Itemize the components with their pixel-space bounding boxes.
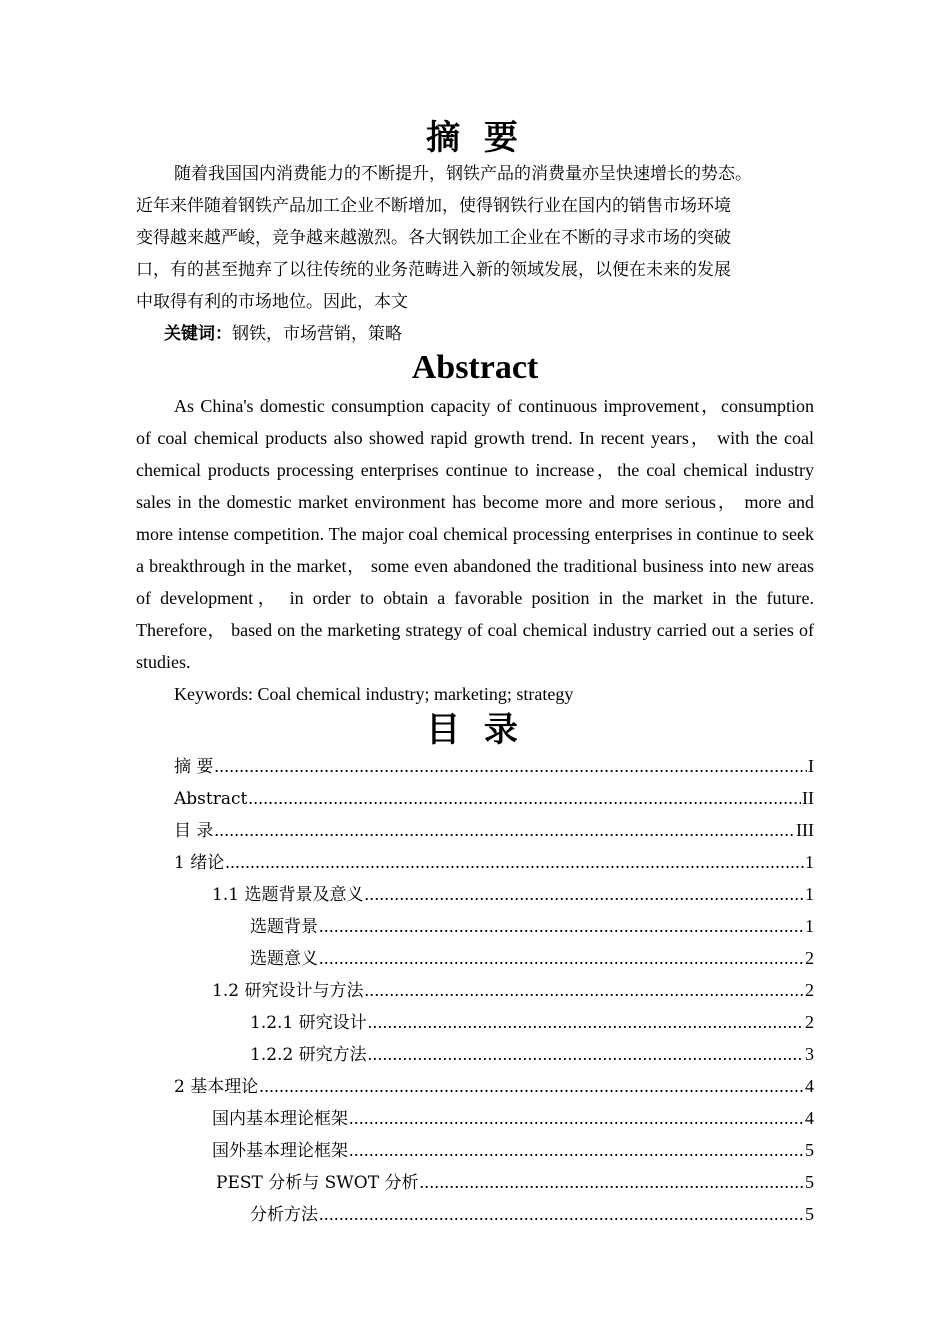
toc-entry-label: 1.2.2 研究方法 — [250, 1045, 367, 1065]
toc-leader-dots — [225, 846, 804, 878]
toc-title: 目 录 — [426, 710, 524, 750]
toc-entry-page: 1 — [805, 916, 814, 936]
toc-entry[interactable] — [136, 1006, 814, 1038]
toc-leader-dots — [259, 1070, 804, 1102]
toc-entry-page: 1 — [805, 852, 814, 872]
toc-entry-label: 国外基本理论框架 — [212, 1141, 348, 1161]
keywords-zh-text: 钢铁，市场营销，策略 — [232, 324, 402, 344]
toc-leader-dots — [349, 1102, 804, 1134]
toc-leader-dots — [364, 878, 804, 910]
toc-entry-label: PEST 分析与 SWOT 分析 — [216, 1173, 419, 1193]
keywords-zh-label: 关键词： — [164, 324, 232, 344]
toc-entry[interactable] — [136, 1038, 814, 1070]
toc-entry-page: 5 — [805, 1140, 814, 1160]
toc-leader-dots — [368, 1038, 804, 1070]
keywords-zh — [136, 318, 814, 350]
abstract-zh-line: 中取得有利的市场地位。因此，本文 — [136, 292, 408, 312]
toc-entry-page: 4 — [805, 1076, 814, 1096]
toc-entry-label: 2 基本理论 — [174, 1077, 259, 1097]
abstract-zh-line: 近年来伴随着钢铁产品加工企业不断增加，使得钢铁行业在国内的销售市场环境 — [136, 196, 731, 216]
abstract-zh-line: 口，有的甚至抛弃了以往传统的业务范畴进入新的领域发展，以便在未来的发展 — [136, 260, 731, 280]
abstract-zh-line: 随着我国国内消费能力的不断提升，钢铁产品的消费量亦呈快速增长的势态。 — [174, 164, 752, 184]
table-of-contents — [136, 750, 814, 1230]
toc-leader-dots — [319, 910, 804, 942]
toc-entry-label: 1 绪论 — [174, 853, 225, 873]
toc-entry[interactable] — [136, 942, 814, 974]
abstract-zh-title: 摘 要 — [426, 118, 524, 158]
toc-entry-label: 选题背景 — [250, 917, 318, 937]
toc-entry-label: 1.1 选题背景及意义 — [212, 885, 364, 905]
toc-entry-page: 2 — [805, 980, 814, 1000]
toc-leader-dots — [349, 1134, 804, 1166]
toc-entry[interactable] — [136, 1198, 814, 1230]
abstract-en-title: Abstract — [411, 349, 539, 386]
toc-leader-dots — [364, 974, 804, 1006]
toc-entry[interactable] — [136, 750, 814, 782]
toc-entry[interactable] — [136, 846, 814, 878]
toc-entry-page: 2 — [805, 1012, 814, 1032]
toc-entry-label: 1.2.1 研究设计 — [250, 1013, 367, 1033]
toc-entry-page: 2 — [805, 948, 814, 968]
toc-entry[interactable] — [136, 1134, 814, 1166]
toc-entry[interactable] — [136, 910, 814, 942]
toc-entry-page: I — [808, 756, 814, 776]
toc-leader-dots — [214, 750, 807, 782]
toc-leader-dots — [368, 1006, 804, 1038]
toc-entry-page: 4 — [805, 1108, 814, 1128]
toc-entry-page: III — [796, 820, 814, 840]
toc-entry-label: 摘 要 — [174, 757, 214, 777]
abstract-zh-body — [136, 158, 814, 318]
toc-leader-dots — [319, 942, 804, 974]
toc-entry-label: 分析方法 — [250, 1205, 318, 1225]
keywords-en: Keywords: Coal chemical industry; marketing; strategy — [174, 684, 574, 704]
toc-entry[interactable] — [136, 814, 814, 846]
toc-entry-page: 3 — [805, 1044, 814, 1064]
toc-entry[interactable] — [136, 782, 814, 814]
toc-entry[interactable] — [136, 878, 814, 910]
toc-leader-dots — [214, 814, 795, 846]
toc-entry-label: Abstract — [174, 789, 248, 809]
toc-leader-dots — [419, 1166, 804, 1198]
toc-entry-label: 目 录 — [174, 821, 214, 841]
toc-entry[interactable] — [136, 1102, 814, 1134]
toc-leader-dots — [248, 782, 801, 814]
abstract-en-body: As China's domestic consumption capacity of continuous improvement，consumption of coal chemical products also showed rapid growth trend. In recent years， with the coal chemical products processing enterprises continue to increase，the coal chemical industry sales in the domestic market environment has become more and more serious， more and more intense competition. The major coal chemical processing enterprises in continue to seek a breakthrough in the market， some even abandoned the traditional business into new areas of development， in order to obtain a favorable position in the market in the future. Therefore， based on the marketing strategy of coal chemical industry carried out a series of studies. — [136, 396, 814, 672]
toc-entry-label: 选题意义 — [250, 949, 318, 969]
toc-leader-dots — [319, 1198, 804, 1230]
toc-entry-label: 国内基本理论框架 — [212, 1109, 348, 1129]
toc-entry-page: II — [802, 788, 814, 808]
toc-entry-page: 5 — [805, 1204, 814, 1224]
toc-entry[interactable] — [136, 1070, 814, 1102]
toc-entry[interactable] — [136, 1166, 814, 1198]
toc-entry-page: 1 — [805, 884, 814, 904]
toc-entry-label: 1.2 研究设计与方法 — [212, 981, 364, 1001]
abstract-zh-line: 变得越来越严峻，竞争越来越激烈。各大钢铁加工企业在不断的寻求市场的突破 — [136, 228, 731, 248]
toc-entry[interactable] — [136, 974, 814, 1006]
toc-entry-page: 5 — [805, 1172, 814, 1192]
